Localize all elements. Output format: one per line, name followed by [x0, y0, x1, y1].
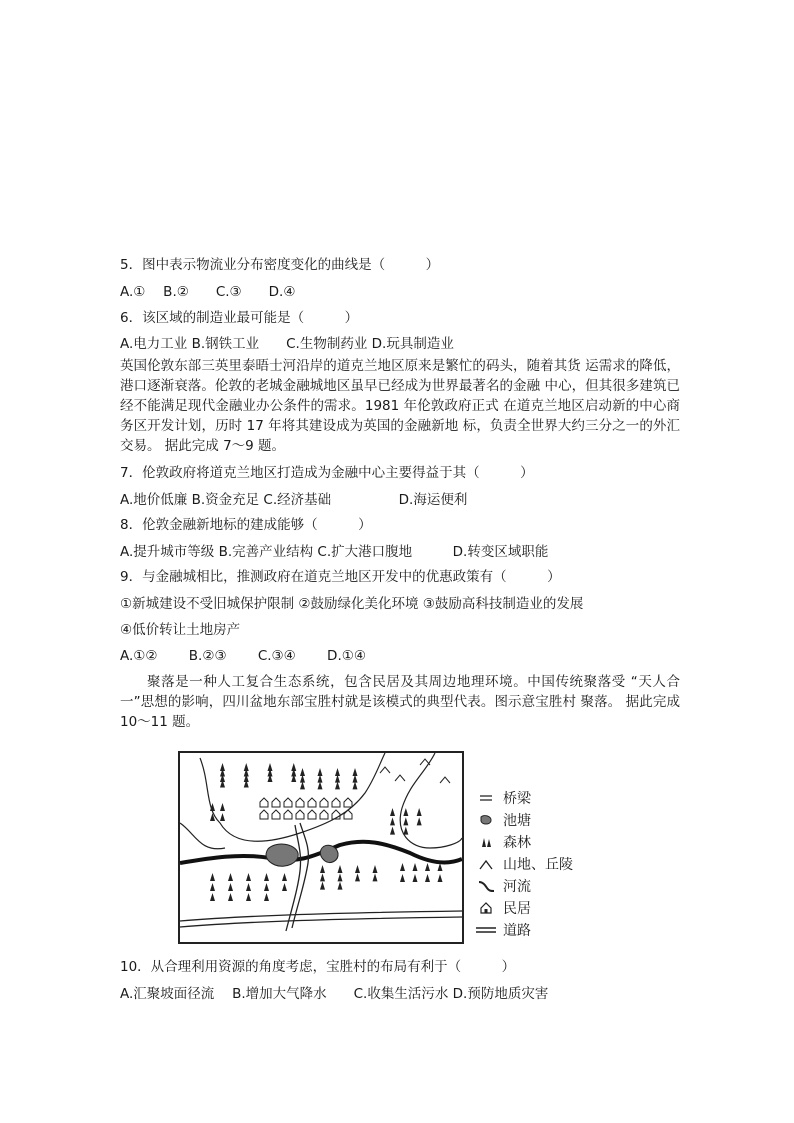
tree-mark — [438, 874, 443, 882]
q8-options: A.提升城市等级 B.完善产业结构 C.扩大港口腹地 D.转变区域职能 — [120, 544, 549, 560]
mountain-icon — [475, 855, 497, 873]
house-cluster — [260, 798, 352, 819]
mountain-mark — [440, 777, 450, 783]
tree-mark — [282, 883, 287, 891]
tree-mark — [210, 883, 215, 891]
house-mark — [308, 798, 316, 807]
house-mark — [260, 810, 268, 819]
river-icon — [475, 877, 497, 895]
forest-icon — [475, 833, 497, 851]
tree-mark — [425, 874, 430, 882]
house-mark — [272, 798, 280, 807]
house-mark — [284, 798, 292, 807]
tree-mark — [282, 873, 287, 881]
pond-right — [320, 845, 338, 862]
house-mark — [344, 810, 352, 819]
tree-mark — [338, 882, 343, 890]
tree-mark — [210, 873, 215, 881]
house-mark — [332, 798, 340, 807]
legend-label: 道路 — [503, 923, 531, 939]
legend-label: 民居 — [503, 901, 531, 917]
legend-label: 森林 — [503, 835, 531, 851]
tree-mark — [355, 865, 360, 873]
q8-stem: 8．伦敦金融新地标的建成能够（ ） — [120, 517, 372, 533]
tree-mark — [264, 893, 269, 901]
passage-docklands: 英国伦敦东部三英里泰晤士河沿岸的道克兰地区原来是繁忙的码头，随着其货 运需求的降低，港口逐渐衰落。伦敦的老城金融城地区虽早已经成为世界最著名的金融 中心，但其很多建筑已经不能满足现代金融业办公条件的需求。1981 年伦敦政府正式 在道克兰地区启动新的中心商务区开发计划，历时 17 年将其建设成为英国的金融新地 标，负责全世界大约三分之一的外汇交易。 据此完成 7～9 题。 — [120, 358, 680, 454]
tree-mark — [403, 808, 408, 816]
tree-mark — [403, 827, 408, 835]
legend-item-river — [475, 875, 625, 897]
house-mark — [260, 798, 268, 807]
tree-mark — [373, 873, 378, 881]
tree-mark — [246, 893, 251, 901]
q9-options: A.①② B.②③ C.③④ D.①④ — [120, 648, 366, 664]
legend-label: 河流 — [503, 879, 531, 895]
q7-stem: 7．伦敦政府将道克兰地区打造成为金融中心主要得益于其（ ） — [120, 465, 534, 481]
q10-stem: 10．从合理利用资源的角度考虑，宝胜村的布局有利于（ ） — [120, 959, 516, 975]
mountain-symbols — [380, 759, 450, 783]
house-mark — [344, 798, 352, 807]
tree-mark — [413, 863, 418, 871]
tree-mark — [338, 865, 343, 873]
tree-mark — [264, 883, 269, 891]
tree-mark — [355, 873, 360, 881]
legend-item-house — [475, 897, 625, 919]
legend-item-mountain — [475, 853, 625, 875]
pond-left — [266, 844, 298, 866]
q7-options: A.地价低廉 B.资金充足 C.经济基础 D.海运便利 — [120, 492, 468, 508]
hill-outline-right — [400, 753, 462, 848]
legend-item-bridge — [475, 787, 625, 809]
tree-mark — [338, 873, 343, 881]
hill-outline-left — [180, 823, 225, 849]
q9-stem: 9．与金融城相比，推测政府在道克兰地区开发中的优惠政策有（ ） — [120, 569, 561, 585]
tree-mark — [320, 865, 325, 873]
bridge-icon — [475, 789, 497, 807]
q9-items-line1: ①新城建设不受旧城保护限制 ②鼓励绿化美化环境 ③鼓励高科技制造业的发展 — [120, 596, 584, 612]
tree-mark — [425, 863, 430, 871]
tree-mark — [373, 865, 378, 873]
mountain-mark — [380, 767, 390, 773]
tree-mark — [403, 817, 408, 825]
tributary — [292, 823, 308, 928]
tree-mark — [228, 883, 233, 891]
tree-mark — [228, 893, 233, 901]
pond-icon — [475, 811, 497, 829]
tree-mark — [320, 873, 325, 881]
tree-mark — [210, 893, 215, 901]
passage-settlement: 聚落是一种人工复合生态系统，包含民居及其周边地理环境。中国传统聚落受 “天人合一”思想的影响，四川盆地东部宝胜村就是该模式的典型代表。图示意宝胜村 聚落。 据此完成 10～11 题。 — [120, 674, 680, 730]
settlement-map-drawing — [180, 753, 462, 942]
tree-mark — [246, 873, 251, 881]
q10-options: A.汇聚坡面径流 B.增加大气降水 C.收集生活污水 D.预防地质灾害 — [120, 986, 549, 1002]
tree-mark — [246, 883, 251, 891]
tree-mark — [320, 882, 325, 890]
tree-mark — [400, 874, 405, 882]
house-mark — [296, 810, 304, 819]
tree-mark — [390, 817, 395, 825]
legend-item-pond — [475, 809, 625, 831]
q5-options: A.① B.② C.③ D.④ — [120, 284, 296, 300]
tree-mark — [264, 873, 269, 881]
mountain-mark — [395, 775, 405, 781]
tree-mark — [400, 863, 405, 871]
q6-stem: 6．该区域的制造业最可能是（ ） — [120, 310, 359, 326]
legend-item-road — [475, 919, 625, 941]
house-mark — [272, 810, 280, 819]
tree-mark — [390, 827, 395, 835]
road-icon — [475, 921, 497, 939]
tree-mark — [417, 808, 422, 816]
map-legend — [475, 787, 625, 941]
tree-mark — [417, 817, 422, 825]
legend-label: 池塘 — [503, 813, 531, 829]
legend-label: 山地、丘陵 — [503, 857, 573, 873]
legend-item-forest — [475, 831, 625, 853]
legend-label: 桥梁 — [503, 791, 531, 807]
q5-stem: 5．图中表示物流业分布密度变化的曲线是（ ） — [120, 257, 440, 273]
tree-mark — [220, 813, 225, 821]
house-icon — [475, 899, 497, 917]
tree-mark — [390, 808, 395, 816]
tree-mark — [413, 874, 418, 882]
house-mark — [308, 810, 316, 819]
tree-mark — [220, 803, 225, 811]
house-mark — [296, 798, 304, 807]
hill-outline-top — [200, 753, 385, 841]
q9-items-line2: ④低价转让土地房产 — [120, 622, 241, 638]
q6-options: A.电力工业 B.钢铁工业 C.生物制药业 D.玩具制造业 — [120, 336, 454, 352]
house-mark — [320, 798, 328, 807]
house-mark — [284, 810, 292, 819]
forest-clusters — [210, 763, 443, 901]
house-mark — [320, 810, 328, 819]
tree-mark — [228, 873, 233, 881]
settlement-map — [178, 751, 464, 944]
